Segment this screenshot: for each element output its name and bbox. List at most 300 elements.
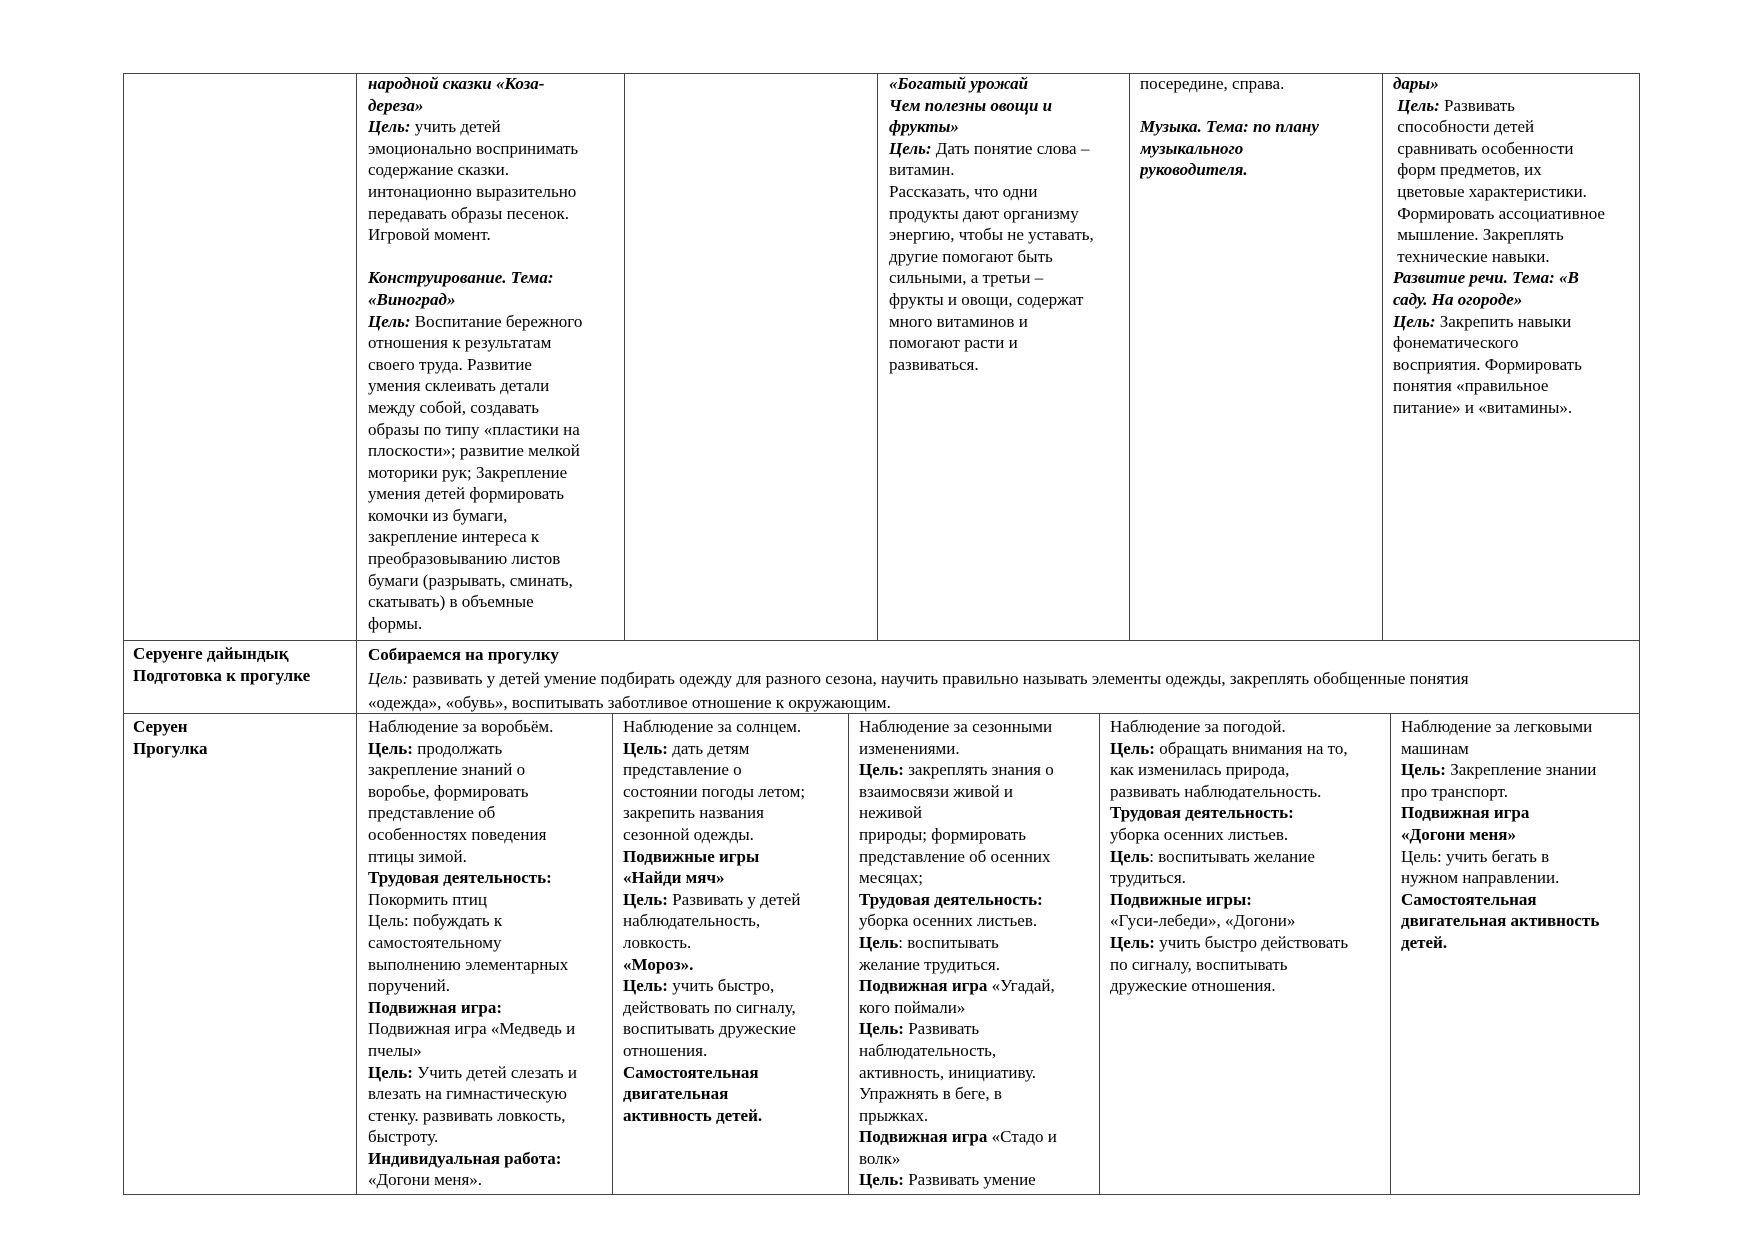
emphasis-text: Музыка. Тема: по плану bbox=[1140, 117, 1319, 137]
text-line bbox=[368, 867, 608, 889]
body-text: преобразовыванию листов bbox=[368, 549, 561, 569]
emphasis-text: Цель bbox=[859, 932, 899, 952]
emphasis-text: Цель: bbox=[368, 669, 409, 688]
activity-cell-music bbox=[1140, 73, 1376, 639]
text-line bbox=[859, 1169, 1095, 1191]
body-text: желание трудиться. bbox=[859, 954, 1000, 974]
emphasis-text: Цель bbox=[1110, 846, 1150, 866]
body-text: понятия «правильное bbox=[1393, 376, 1549, 396]
text-line bbox=[623, 781, 845, 803]
text-line bbox=[623, 867, 845, 889]
body-text: активность, инициативу. bbox=[859, 1062, 1036, 1082]
text-line bbox=[1110, 802, 1386, 824]
text-line bbox=[623, 1062, 845, 1084]
text-line bbox=[368, 138, 618, 160]
body-text: волк» bbox=[859, 1148, 901, 1168]
text-line bbox=[859, 954, 1095, 976]
emphasis-text: Самостоятельная bbox=[1401, 889, 1537, 909]
text-line bbox=[1393, 95, 1637, 117]
body-text: сезонной одежды. bbox=[623, 824, 754, 844]
activity-cell-speech-development bbox=[1393, 73, 1637, 639]
col-divider bbox=[848, 713, 849, 1195]
body-text: машинам bbox=[1401, 738, 1469, 758]
body-text: Наблюдение за сезонными bbox=[859, 717, 1053, 736]
text-line bbox=[1393, 224, 1637, 246]
body-text: Игровой момент. bbox=[368, 225, 491, 245]
body-text: Закрепление знании bbox=[1445, 760, 1597, 780]
text-line bbox=[368, 846, 608, 868]
body-text: восприятия. Формировать bbox=[1393, 354, 1582, 374]
text-line bbox=[368, 1148, 608, 1170]
text-line bbox=[1401, 716, 1637, 738]
text-line bbox=[368, 462, 618, 484]
body-text: своего труда. Развитие bbox=[368, 354, 532, 374]
body-text: закрепление знаний о bbox=[368, 760, 526, 780]
text-line bbox=[368, 246, 618, 268]
text-line bbox=[368, 375, 618, 397]
emphasis-text: Цель: bbox=[859, 1170, 904, 1190]
body-text: наблюдательность, bbox=[623, 911, 761, 931]
text-line bbox=[368, 440, 618, 462]
text-line bbox=[1110, 759, 1386, 781]
emphasis-text: дары» bbox=[1393, 74, 1439, 93]
text-line bbox=[889, 73, 1125, 95]
emphasis-text: детей. bbox=[1401, 932, 1448, 952]
body-text: Покормить птиц bbox=[368, 889, 487, 909]
emphasis-text: дереза» bbox=[368, 95, 424, 115]
text-line bbox=[889, 95, 1125, 117]
body-text: плоскости»; развитие мелкой bbox=[368, 441, 580, 461]
text-line bbox=[889, 224, 1125, 246]
activity-cell-fairy-tale-construction bbox=[368, 73, 618, 639]
activity-cell-harvest-vitamins bbox=[889, 73, 1125, 639]
text-line bbox=[623, 954, 845, 976]
text-line bbox=[368, 667, 1636, 691]
body-text: витамин. bbox=[889, 160, 955, 180]
col-divider bbox=[356, 73, 357, 640]
body-text: продукты дают организму bbox=[889, 203, 1079, 223]
col-divider bbox=[624, 73, 625, 640]
text-line bbox=[368, 159, 618, 181]
text-line bbox=[859, 1018, 1095, 1040]
body-text: отношения к результатам bbox=[368, 333, 552, 353]
text-line bbox=[1110, 867, 1386, 889]
body-text: питание» и «витамины». bbox=[1393, 397, 1573, 417]
text-line bbox=[1393, 181, 1637, 203]
body-text: особенностях поведения bbox=[368, 824, 547, 844]
text-line bbox=[859, 781, 1095, 803]
text-line bbox=[623, 1105, 845, 1127]
text-line bbox=[1393, 289, 1637, 311]
emphasis-text: Цель: bbox=[1110, 932, 1155, 952]
text-line bbox=[859, 867, 1095, 889]
body-text: содержание сказки. bbox=[368, 160, 509, 180]
emphasis-text: Индивидуальная работа: bbox=[368, 1148, 562, 1168]
text-line bbox=[1110, 954, 1386, 976]
emphasis-text: двигательная bbox=[623, 1084, 729, 1104]
text-line bbox=[859, 1062, 1095, 1084]
body-text: ловкость. bbox=[623, 932, 692, 952]
body-text: «Угадай, bbox=[987, 976, 1055, 996]
text-line bbox=[1393, 203, 1637, 225]
text-line bbox=[623, 802, 845, 824]
body-text: Наблюдение за солнцем. bbox=[623, 717, 802, 736]
text-line bbox=[368, 526, 618, 548]
body-text: самостоятельному bbox=[368, 932, 502, 952]
text-line bbox=[623, 932, 845, 954]
text-line bbox=[1140, 138, 1376, 160]
text-line bbox=[368, 311, 618, 333]
emphasis-text: Серуен bbox=[133, 717, 188, 736]
body-text: : воспитывать желание bbox=[1149, 846, 1315, 866]
text-line bbox=[623, 889, 845, 911]
text-line bbox=[368, 716, 608, 738]
body-text: действовать по сигналу, bbox=[623, 997, 796, 1017]
col-divider bbox=[612, 713, 613, 1195]
emphasis-text: Цель: bbox=[368, 1062, 413, 1082]
text-line bbox=[368, 332, 618, 354]
body-text: мышление. Закреплять bbox=[1393, 225, 1564, 245]
emphasis-text: «Виноград» bbox=[368, 289, 456, 309]
text-line bbox=[623, 910, 845, 932]
text-line bbox=[859, 802, 1095, 824]
text-line bbox=[368, 224, 618, 246]
body-text: цветовые характеристики. bbox=[1393, 181, 1587, 201]
text-line bbox=[1110, 910, 1386, 932]
body-text: неживой bbox=[859, 803, 922, 823]
row-divider-1 bbox=[123, 640, 1640, 641]
emphasis-text: Подвижная игра bbox=[859, 976, 988, 996]
body-text: нужном направлении. bbox=[1401, 868, 1560, 888]
text-line bbox=[1110, 889, 1386, 911]
text-line bbox=[368, 781, 608, 803]
text-line bbox=[623, 716, 845, 738]
text-line bbox=[889, 246, 1125, 268]
text-line bbox=[1401, 867, 1637, 889]
body-text: трудиться. bbox=[1110, 868, 1186, 888]
body-text: формы. bbox=[368, 613, 423, 633]
text-line bbox=[1393, 159, 1637, 181]
text-line bbox=[1110, 846, 1386, 868]
body-text: умения детей формировать bbox=[368, 484, 565, 504]
text-line bbox=[623, 997, 845, 1019]
body-text: сильными, а третьи – bbox=[889, 268, 1044, 288]
text-line bbox=[889, 311, 1125, 333]
body-text: передавать образы песенок. bbox=[368, 203, 570, 223]
text-line bbox=[368, 267, 618, 289]
body-text: способности детей bbox=[1393, 117, 1535, 137]
body-text: образы по типу «пластики на bbox=[368, 419, 580, 439]
col-divider bbox=[356, 640, 357, 713]
body-text: изменениями. bbox=[859, 738, 960, 758]
document-page bbox=[123, 73, 1640, 1195]
emphasis-text: «Догони меня» bbox=[1401, 824, 1516, 844]
body-text: закрепление интереса к bbox=[368, 527, 540, 547]
text-line bbox=[1393, 332, 1637, 354]
text-line bbox=[623, 975, 845, 997]
emphasis-text: народной сказки «Коза- bbox=[368, 74, 545, 93]
emphasis-text: Прогулка bbox=[133, 738, 208, 758]
walk-cell-cars bbox=[1401, 716, 1637, 1194]
text-line bbox=[889, 289, 1125, 311]
emphasis-text: Трудовая деятельность: bbox=[1110, 803, 1294, 823]
body-text: форм предметов, их bbox=[1393, 160, 1542, 180]
text-line bbox=[1140, 116, 1376, 138]
body-text: Учить детей слезать и bbox=[412, 1062, 577, 1082]
text-line bbox=[889, 332, 1125, 354]
text-line bbox=[889, 203, 1125, 225]
walk-cell-weather bbox=[1110, 716, 1386, 1194]
text-line bbox=[368, 419, 618, 441]
text-line bbox=[859, 1105, 1095, 1127]
body-text: энергию, чтобы не уставать, bbox=[889, 225, 1094, 245]
body-text: Наблюдение за легковыми bbox=[1401, 717, 1593, 736]
body-text: быстроту. bbox=[368, 1127, 439, 1147]
body-text: по сигналу, воспитывать bbox=[1110, 954, 1288, 974]
emphasis-text: Подвижные игры: bbox=[1110, 889, 1252, 909]
text-line bbox=[859, 1040, 1095, 1062]
text-line bbox=[1401, 889, 1637, 911]
body-text: Развивать bbox=[1439, 95, 1515, 115]
text-line bbox=[1393, 311, 1637, 333]
text-line bbox=[623, 738, 845, 760]
body-text: моторики рук; Закрепление bbox=[368, 462, 568, 482]
walk-cell-sparrow bbox=[368, 716, 608, 1194]
body-text: выполнению элементарных bbox=[368, 954, 569, 974]
body-text: «одежда», «обувь», воспитывать заботливое отношение к окружающим. bbox=[368, 693, 891, 712]
text-line bbox=[1401, 802, 1637, 824]
text-line bbox=[859, 889, 1095, 911]
text-line bbox=[1140, 73, 1376, 95]
text-line bbox=[368, 1040, 608, 1062]
text-line bbox=[368, 1083, 608, 1105]
emphasis-text: Цель: bbox=[1393, 95, 1440, 115]
emphasis-text: «Богатый урожай bbox=[889, 74, 1029, 93]
emphasis-text: Цель: bbox=[368, 311, 411, 331]
emphasis-text: Цель: bbox=[1110, 738, 1155, 758]
text-line bbox=[368, 116, 618, 138]
text-line bbox=[1393, 138, 1637, 160]
body-text: Воспитание бережного bbox=[410, 311, 583, 331]
emphasis-text: Цель: bbox=[623, 738, 668, 758]
text-line bbox=[368, 1169, 608, 1191]
body-text: влезать на гимнастическую bbox=[368, 1084, 568, 1104]
body-text: воробье, формировать bbox=[368, 781, 529, 801]
emphasis-text: Конструирование. Тема: bbox=[368, 268, 554, 288]
text-line bbox=[368, 997, 608, 1019]
text-line bbox=[133, 738, 353, 760]
col-divider bbox=[1099, 713, 1100, 1195]
text-line bbox=[859, 910, 1095, 932]
text-line bbox=[368, 1062, 608, 1084]
text-line bbox=[1393, 73, 1637, 95]
text-line bbox=[1140, 95, 1376, 117]
body-text: воспитывать дружеские bbox=[623, 1019, 796, 1039]
body-text: уборка осенних листьев. bbox=[859, 911, 1038, 931]
text-line bbox=[368, 95, 618, 117]
body-text: представление об bbox=[368, 803, 496, 823]
text-line bbox=[368, 954, 608, 976]
text-line bbox=[368, 181, 618, 203]
text-line bbox=[368, 1126, 608, 1148]
body-text: учить детей bbox=[410, 117, 501, 137]
text-line bbox=[368, 824, 608, 846]
text-line bbox=[1401, 910, 1637, 932]
body-text: скатывать) в объемные bbox=[368, 592, 534, 612]
text-line bbox=[1401, 846, 1637, 868]
emphasis-text: Подвижная игра bbox=[859, 1127, 988, 1147]
text-line bbox=[1393, 246, 1637, 268]
emphasis-text: музыкального bbox=[1140, 138, 1244, 158]
body-text: кого поймали» bbox=[859, 997, 966, 1017]
text-line bbox=[1393, 354, 1637, 376]
emphasis-text: саду. На огороде» bbox=[1393, 289, 1523, 309]
body-text: наблюдательность, bbox=[859, 1040, 997, 1060]
walk-cell-seasonal-changes bbox=[859, 716, 1095, 1194]
body-text: Развивать у детей bbox=[667, 889, 801, 909]
emphasis-text: Цель: bbox=[368, 117, 411, 137]
body-text: фонематического bbox=[1393, 333, 1519, 353]
row-label-walk-preparation bbox=[133, 643, 353, 711]
text-line bbox=[368, 691, 1636, 713]
body-text: стенку. развивать ловкость, bbox=[368, 1105, 566, 1125]
body-text: Упражнять в беге, в bbox=[859, 1084, 1002, 1104]
text-line bbox=[623, 1018, 845, 1040]
body-text: много витаминов и bbox=[889, 311, 1028, 331]
emphasis-text: двигательная активность bbox=[1401, 911, 1600, 931]
body-text: «Стадо и bbox=[987, 1127, 1057, 1147]
text-line bbox=[368, 397, 618, 419]
body-text: Цель: побуждать к bbox=[368, 911, 503, 931]
body-text: дружеские отношения. bbox=[1110, 976, 1276, 996]
emphasis-text: Собираемся на прогулку bbox=[368, 645, 559, 664]
body-text: фрукты и овощи, содержат bbox=[889, 289, 1084, 309]
emphasis-text: Самостоятельная bbox=[623, 1062, 759, 1082]
body-text: представление о bbox=[623, 760, 742, 780]
body-text: другие помогают быть bbox=[889, 246, 1053, 266]
text-line bbox=[623, 846, 845, 868]
text-line bbox=[859, 1148, 1095, 1170]
body-text: учить быстро действовать bbox=[1154, 932, 1349, 952]
row-label-walk bbox=[133, 716, 353, 776]
col-divider bbox=[1129, 73, 1130, 640]
text-line bbox=[368, 591, 618, 613]
text-line bbox=[1110, 781, 1386, 803]
emphasis-text: Цель: bbox=[368, 738, 413, 758]
body-text: : воспитывать bbox=[898, 932, 999, 952]
text-line bbox=[859, 716, 1095, 738]
body-text: Наблюдение за воробьём. bbox=[368, 717, 554, 736]
emphasis-text: Серуенге дайындық bbox=[133, 644, 289, 663]
body-text: состоянии погоды летом; bbox=[623, 781, 806, 801]
text-line bbox=[1393, 267, 1637, 289]
body-text: комочки из бумаги, bbox=[368, 505, 508, 525]
text-line bbox=[859, 932, 1095, 954]
text-line bbox=[1110, 824, 1386, 846]
emphasis-text: Цель: bbox=[623, 889, 668, 909]
emphasis-text: Цель: bbox=[859, 1019, 904, 1039]
body-text: учить быстро, bbox=[667, 976, 775, 996]
text-line bbox=[889, 116, 1125, 138]
body-text: отношения. bbox=[623, 1040, 708, 1060]
text-line bbox=[368, 570, 618, 592]
text-line bbox=[368, 975, 608, 997]
text-line bbox=[889, 138, 1125, 160]
text-line bbox=[368, 802, 608, 824]
text-line bbox=[859, 824, 1095, 846]
text-line bbox=[368, 932, 608, 954]
text-line bbox=[1110, 975, 1386, 997]
text-line bbox=[133, 643, 353, 665]
text-line bbox=[859, 759, 1095, 781]
emphasis-text: Цель: bbox=[859, 760, 904, 780]
text-line bbox=[368, 889, 608, 911]
text-line bbox=[859, 975, 1095, 997]
emphasis-text: активность детей. bbox=[623, 1105, 763, 1125]
body-text: Развивать умение bbox=[903, 1170, 1036, 1190]
text-line bbox=[368, 73, 618, 95]
body-text: природы; формировать bbox=[859, 824, 1026, 844]
text-line bbox=[1140, 159, 1376, 181]
emphasis-text: «Найди мяч» bbox=[623, 868, 725, 888]
text-line bbox=[133, 716, 353, 738]
text-line bbox=[368, 1018, 608, 1040]
col-divider bbox=[877, 73, 878, 640]
row-divider-2 bbox=[123, 713, 1640, 714]
emphasis-text: Цель: bbox=[623, 976, 668, 996]
walk-preparation-content bbox=[368, 643, 1636, 713]
text-line bbox=[859, 997, 1095, 1019]
text-line bbox=[368, 505, 618, 527]
text-line bbox=[1393, 116, 1637, 138]
text-line bbox=[889, 267, 1125, 289]
text-line bbox=[623, 759, 845, 781]
text-line bbox=[368, 289, 618, 311]
text-line bbox=[889, 354, 1125, 376]
text-line bbox=[1401, 932, 1637, 954]
emphasis-text: Цель: bbox=[889, 138, 932, 158]
text-line bbox=[859, 1083, 1095, 1105]
body-text: месяцах; bbox=[859, 868, 923, 888]
body-text: взаимосвязи живой и bbox=[859, 781, 1013, 801]
text-line bbox=[1110, 738, 1386, 760]
col-divider bbox=[356, 713, 357, 1195]
body-text: технические навыки. bbox=[1393, 246, 1550, 266]
text-line bbox=[859, 846, 1095, 868]
body-text: Подвижная игра «Медведь и bbox=[368, 1019, 576, 1039]
text-line bbox=[1401, 824, 1637, 846]
emphasis-text: Подвижная игра: bbox=[368, 997, 503, 1017]
body-text: бумаги (разрывать, сминать, bbox=[368, 570, 573, 590]
emphasis-text: Подвижная игра bbox=[1401, 803, 1530, 823]
body-text: обращать внимания на то, bbox=[1154, 738, 1348, 758]
body-text: развивать наблюдательность. bbox=[1110, 781, 1322, 801]
text-line bbox=[1401, 781, 1637, 803]
emphasis-text: Трудовая деятельность: bbox=[859, 889, 1043, 909]
emphasis-text: руководителя. bbox=[1140, 160, 1248, 180]
text-line bbox=[368, 759, 608, 781]
text-line bbox=[889, 159, 1125, 181]
emphasis-text: Цель: bbox=[1393, 311, 1436, 331]
text-line bbox=[1393, 397, 1637, 419]
body-text: эмоционально воспринимать bbox=[368, 138, 579, 158]
body-text: между собой, создавать bbox=[368, 397, 539, 417]
body-text: Рассказать, что одни bbox=[889, 181, 1038, 201]
body-text: сравнивать особенности bbox=[1393, 138, 1574, 158]
text-line bbox=[368, 203, 618, 225]
text-line bbox=[368, 354, 618, 376]
body-text: как изменилась природа, bbox=[1110, 760, 1290, 780]
